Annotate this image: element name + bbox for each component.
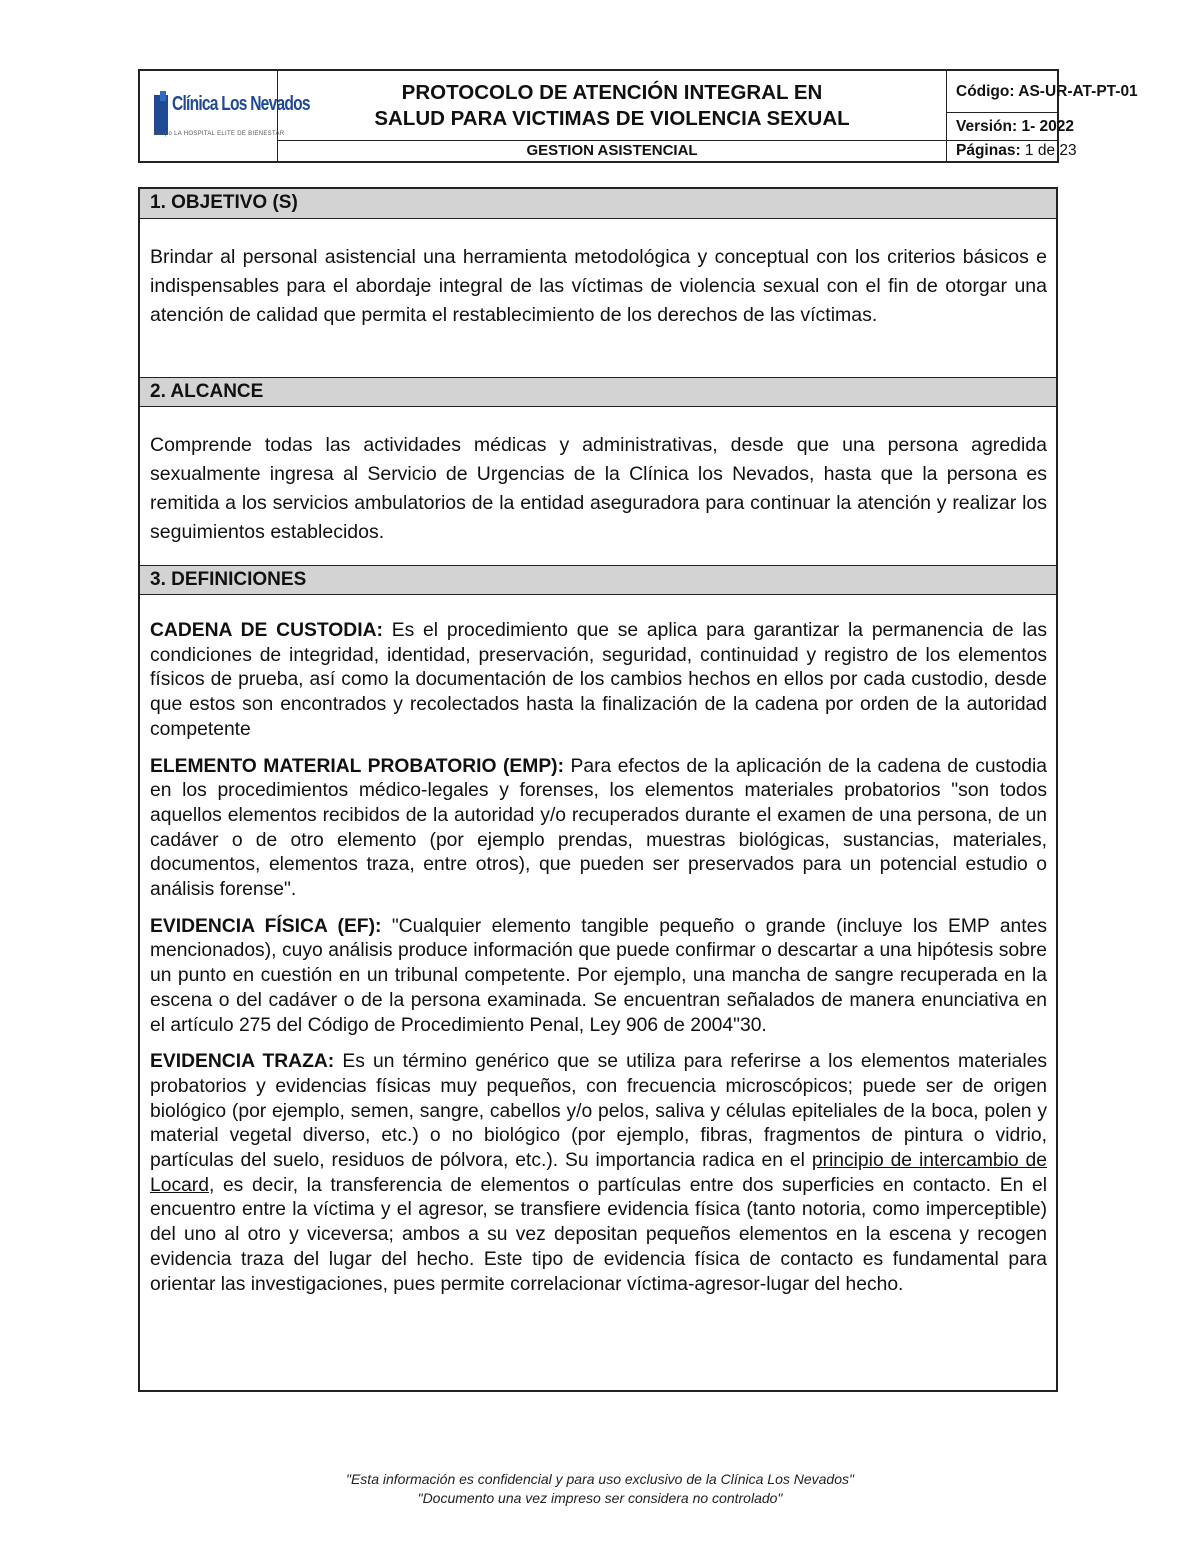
footer-uncontrolled: "Documento una vez impreso ser considera no controlado": [417, 1490, 783, 1506]
section-heading-objetivo: 1. OBJETIVO (S): [140, 189, 1056, 219]
definition-item: [150, 619, 1047, 743]
pages-label: Páginas:: [956, 142, 1021, 159]
content-box: [138, 187, 1058, 1392]
page-footer: [0, 1470, 1200, 1508]
clinic-logo: [152, 91, 310, 143]
document-title: [278, 71, 947, 141]
logo-mark-accent-icon: [160, 91, 166, 101]
document-pages: [947, 141, 1077, 161]
definitions-list: [150, 619, 1047, 1309]
definition-text: "Cualquier elemento tangible pequeño o grande (incluye los EMP antes mencionados), cuyo análisis produce información que puede confirmar o descartar a una hipótesis sobre un punto en cuestión en un tribunal competente. Por ejemplo, una mancha de sangre recuperada en la escena o del cadáver o de la persona examinada. Se encuentran señalados de manera enunciativa en el artículo 275 del Código de Procedimiento Penal, Ley 906 de 2004"30.: [150, 915, 1047, 1036]
logo-mark-icon: [154, 95, 168, 135]
definition-term: ELEMENTO MATERIAL PROBATORIO (EMP):: [150, 755, 565, 777]
definition-text: Es el procedimiento que se aplica para garantizar la permanencia de las condiciones de integridad, identidad, preservación, seguridad, continuidad y registro de los elementos físicos de prueba, así como la documentación de los cambios hechos en ellos por cada custodio, desde que estos son encontrados y recolectados hasta la finalización de la cadena por orden de la autoridad competente: [150, 620, 1047, 740]
definition-text: Para efectos de la aplicación de la cadena de custodia en los procedimientos médico-legales y forenses, los elementos materiales probatorios "son todos aquellos elementos recibidos de la autoridad y/o recuperados durante el examen de una persona, de un cadáver o de otro elemento (por ejemplo prendas, muestras biológicas, sustancias, materiales, documentos, elementos traza, entre otros), que pueden ser preservados para un potencial estudio o análisis forense".: [150, 755, 1048, 901]
definition-text: Es un término genérico que se utiliza para referirse a los elementos materiales probatorios y evidencias físicas muy pequeños, con frecuencia microscópicos; puede ser de origen biológico (por ejemplo, semen, sangre, cabellos y/o pelos, saliva y células epiteliales de la boca, polen y material vegetal diverso, etc.) o no biológico (por ejemplo, fibras, fragmentos de pintura o vidrio, partículas del suelo, residuos de pólvora, etc.). Su importancia radica en el: [150, 1051, 1047, 1172]
logo-tagline: Grupo LA HOSPITAL ELITE DE BIENESTAR: [154, 131, 285, 137]
document-version: Versión: 1- 2022: [947, 113, 1057, 141]
definition-item: [150, 915, 1047, 1039]
pages-value: 1 de 23: [1024, 142, 1077, 159]
definition-text-continued: , es decir, la transferencia de elementos o partículas entre dos superficies en contacto. En el encuentro entre la víctima y el agresor, se transfiere evidencia física (tanto notoria, como imperceptible) del uno al otro y viceversa; ambos a su vez depositan pequeños elementos en la escena y recogen evidencia traza del lugar del hecho. Este tipo de evidencia física de contacto es fundamental para orientar las investigaciones, pues permite correlacionar víctima-agresor-lugar del hecho.: [150, 1174, 1047, 1295]
definition-item: [150, 755, 1047, 903]
section-heading-alcance: 2. ALCANCE: [140, 377, 1056, 407]
document-header: [138, 69, 1138, 163]
title-line-2: SALUD PARA VICTIMAS DE VIOLENCIA SEXUAL: [374, 107, 850, 130]
definition-term: EVIDENCIA FÍSICA (EF):: [150, 915, 382, 937]
locard-principle-link[interactable]: principio de intercambio de Locard: [150, 1150, 1047, 1196]
section-text-objetivo: Brindar al personal asistencial una herramienta metodológica y conceptual con los criterios básicos e indispensables para el abordaje integral de las víctimas de violencia sexual con el fin de otorgar una atención de calidad que permita el restablecimiento de los derechos de las víctimas.: [150, 246, 1047, 326]
document-code: Código: AS-UR-AT-PT-01: [947, 71, 1057, 113]
section-text-alcance: Comprende todas las actividades médicas y administrativas, desde que una persona agredida sexualmente ingresa al Servicio de Urgencias de la Clínica los Nevados, hasta que la persona es remitida a los servicios ambulatorios de la entidad aseguradora para continuar la atención y realizar los seguimientos establecidos.: [150, 434, 1047, 543]
footer-confidential: "Esta información es confidencial y para uso exclusivo de la Clínica Los Nevados": [346, 1471, 854, 1487]
logo-cell: [140, 71, 310, 161]
logo-name: Clínica Los Nevados: [172, 93, 310, 115]
definition-term: CADENA DE CUSTODIA:: [150, 620, 383, 641]
definition-item: [150, 1050, 1047, 1297]
definition-term: EVIDENCIA TRAZA:: [150, 1051, 335, 1073]
document-area: GESTION ASISTENCIAL: [278, 141, 947, 161]
title-line-1: PROTOCOLO DE ATENCIÓN INTEGRAL EN: [401, 81, 823, 104]
section-heading-definiciones: 3. DEFINICIONES: [140, 565, 1056, 595]
